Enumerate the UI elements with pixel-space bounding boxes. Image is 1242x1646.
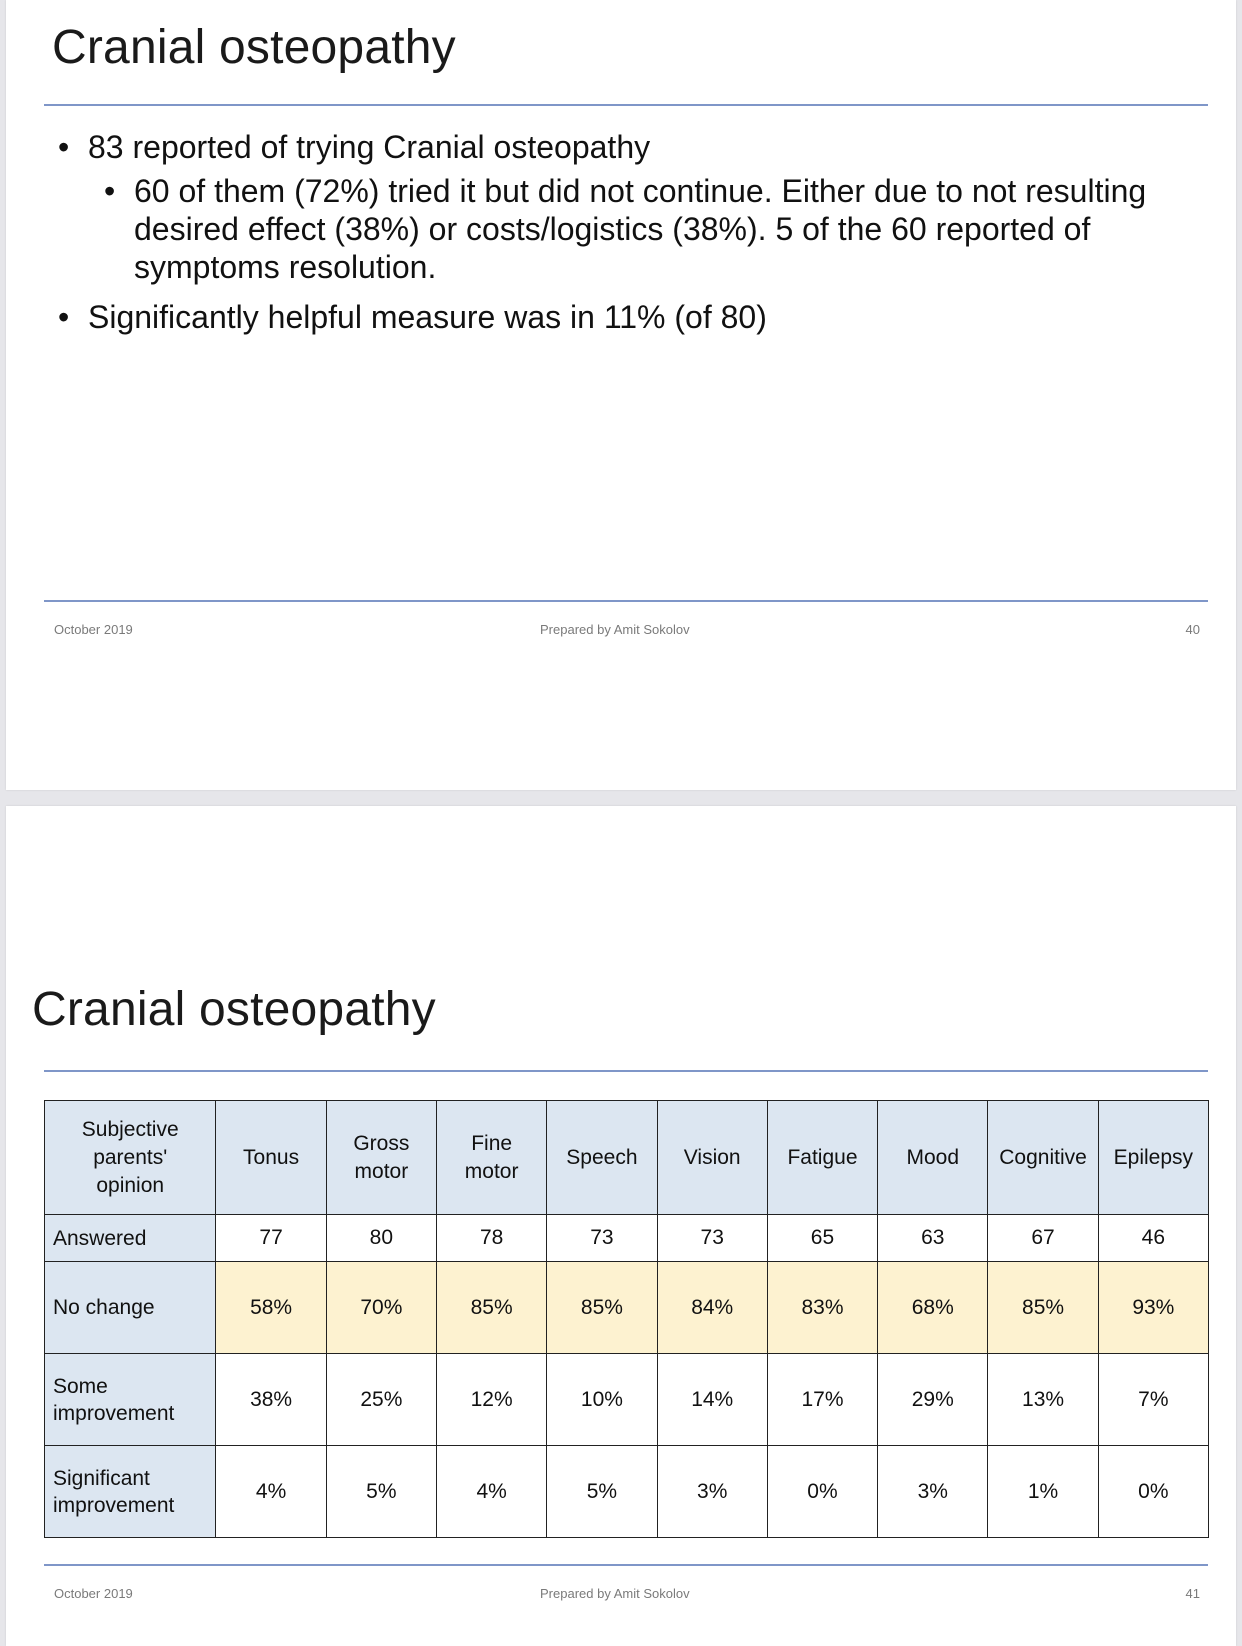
footer-rule [44, 1564, 1208, 1566]
table-row [45, 1446, 1209, 1538]
table-cell: 3% [878, 1446, 988, 1538]
table-cell: 5% [547, 1446, 657, 1538]
footer-date: October 2019 [54, 622, 133, 637]
table-cell: 14% [657, 1354, 767, 1446]
row-label: Significant improvement [45, 1446, 216, 1538]
title-rule [44, 1070, 1208, 1072]
table-row [45, 1215, 1209, 1262]
column-header: Vision [657, 1101, 767, 1215]
footer-rule [44, 600, 1208, 602]
footer-author: Prepared by Amit Sokolov [540, 622, 690, 637]
table-cell: 4% [437, 1446, 547, 1538]
sub-bullet-item: • 60 of them (72%) tried it but did not continue. Either due to not resulting desired effect (38%) or costs/logistics (38%). 5 of the 60 reported of symptoms resolution. [98, 172, 1202, 286]
row-label: Answered [45, 1215, 216, 1262]
table-cell: 4% [216, 1446, 326, 1538]
table-cell: 1% [988, 1446, 1098, 1538]
table-cell: 85% [988, 1262, 1098, 1354]
row-label: Some improvement [45, 1354, 216, 1446]
table-cell: 58% [216, 1262, 326, 1354]
table-cell: 7% [1098, 1354, 1208, 1446]
table-cell: 85% [547, 1262, 657, 1354]
slide-title: Cranial osteopathy [32, 983, 436, 1036]
table-cell: 84% [657, 1262, 767, 1354]
table-cell: 80 [326, 1215, 436, 1262]
column-header: Gross motor [326, 1101, 436, 1215]
table-row [45, 1262, 1209, 1354]
corner-header: Subjective parents' opinion [45, 1101, 216, 1215]
table-cell: 85% [437, 1262, 547, 1354]
table-cell: 13% [988, 1354, 1098, 1446]
table-cell: 17% [767, 1354, 877, 1446]
table-cell: 0% [767, 1446, 877, 1538]
column-header: Epilepsy [1098, 1101, 1208, 1215]
bullet-list [52, 128, 1202, 336]
header-row [45, 1101, 1209, 1215]
column-header: Fatigue [767, 1101, 877, 1215]
table-cell: 67 [988, 1215, 1098, 1262]
table-cell: 38% [216, 1354, 326, 1446]
footer-author: Prepared by Amit Sokolov [540, 1586, 690, 1601]
table-row [45, 1354, 1209, 1446]
column-header: Fine motor [437, 1101, 547, 1215]
column-header: Mood [878, 1101, 988, 1215]
slide-title: Cranial osteopathy [52, 21, 456, 74]
title-rule [44, 104, 1208, 106]
page-number: 41 [1185, 1586, 1200, 1601]
table-cell: 68% [878, 1262, 988, 1354]
column-header: Cognitive [988, 1101, 1098, 1215]
page-number: 40 [1185, 622, 1200, 637]
table-cell: 63 [878, 1215, 988, 1262]
slide-40 [6, 0, 1236, 790]
table-cell: 3% [657, 1446, 767, 1538]
table-cell: 5% [326, 1446, 436, 1538]
table-cell: 65 [767, 1215, 877, 1262]
table-cell: 25% [326, 1354, 436, 1446]
column-header: Speech [547, 1101, 657, 1215]
table-cell: 12% [437, 1354, 547, 1446]
table-cell: 78 [437, 1215, 547, 1262]
table-cell: 29% [878, 1354, 988, 1446]
row-label: No change [45, 1262, 216, 1354]
table-cell: 73 [547, 1215, 657, 1262]
bullet-item: • Significantly helpful measure was in 11% (of 80) [52, 298, 1202, 336]
table-cell: 46 [1098, 1215, 1208, 1262]
table-cell: 93% [1098, 1262, 1208, 1354]
table-cell: 10% [547, 1354, 657, 1446]
table-cell: 77 [216, 1215, 326, 1262]
table-cell: 70% [326, 1262, 436, 1354]
results-table [44, 1100, 1209, 1538]
table-cell: 0% [1098, 1446, 1208, 1538]
table-cell: 73 [657, 1215, 767, 1262]
column-header: Tonus [216, 1101, 326, 1215]
bullet-item: • 83 reported of trying Cranial osteopathy [52, 128, 1202, 166]
table-cell: 83% [767, 1262, 877, 1354]
slide-41 [6, 806, 1236, 1646]
footer-date: October 2019 [54, 1586, 133, 1601]
